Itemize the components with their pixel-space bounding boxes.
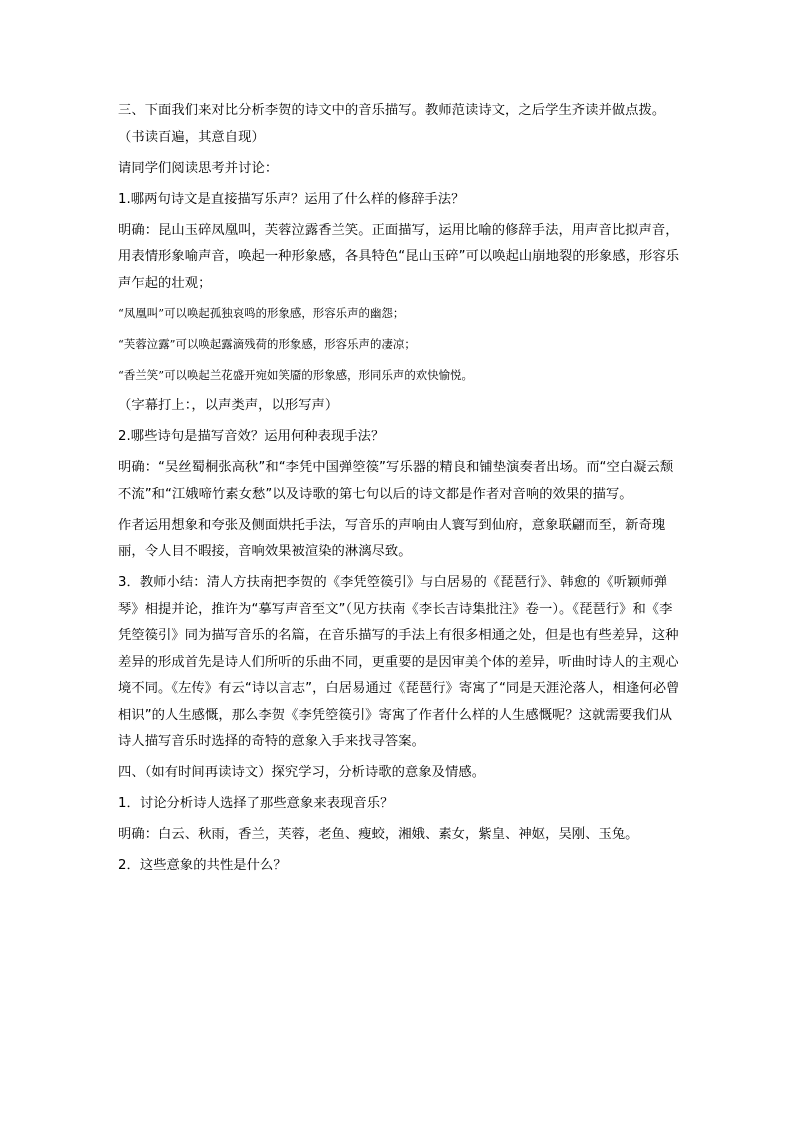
caption-note: （字幕打上：，以声类声，以形写声）: [118, 398, 339, 413]
section-3-intro-paragraph: 三、下面我们来对比分析李贺的诗文中的音乐描写。教师范读诗文，之后学生齐读并做点拨。（书读百遍，其意自现）: [118, 103, 666, 145]
discussion-prompt: 请同学们阅读思考并讨论：: [118, 160, 279, 176]
question-2: 2.哪些诗句是描写音效？运用何种表现手法？: [118, 429, 385, 444]
answer-1: 明确：昆山玉碎凤凰叫，芙蓉泣露香兰笑。正面描写，运用比喻的修辞手法，用声音比拟声音，用表情形象喻声音，唤起一种形象感，各具特色“昆山玉碎”可以唤起山崩地裂的形象感，形容乐声乍起的壮观；: [118, 222, 680, 291]
answer-2: 明确：“吴丝蜀桐张高秋”和“李凭中国弹箜篌”写乐器的精良和铺垫演奏者出场。而“空白凝云颓不流”和“江娥啼竹素女愁”以及诗歌的第七句以后的诗文都是作者对音响的效果的描写。: [118, 460, 674, 502]
section-4-intro-paragraph: 四、（如有时间再读诗文）探究学习，分析诗歌的意象及情感。: [118, 765, 486, 780]
answer-1-phoenix: “凤凰叫”可以唤起孤独哀鸣的形象感，形容乐声的幽怨；: [118, 306, 405, 320]
answer-4-1: 明确：白云、秋雨，香兰，芙蓉，老鱼、瘦蛟，湘娥、素女，紫皇、神妪，吴刚、玉兔。: [118, 827, 639, 842]
answer-1-lotus: “芙蓉泣露”可以唤起露滴残荷的形象感，形容乐声的凄凉；: [118, 337, 416, 351]
document-body: [118, 98, 684, 884]
question-4-2: 2．这些意象的共性是什么？: [118, 858, 287, 873]
question-4-1: 1．讨论分析诗人选择了那些意象来表现音乐？: [118, 796, 394, 811]
teacher-summary: 3．教师小结：清人方扶南把李贺的《李凭箜篌引》与白居易的《琵琶行》、韩愈的《听颖师弹琴》相提并论，推许为“摹写声音至文”（见方扶南《李长吉诗集批注》卷一）。《琵琶行》和《李凭箜篌引》同为描写音乐的名篇，在音乐描写的手法上有很多相通之处，但是也有些差异，这种差异的形成首先是诗人们所听的乐曲不同，更重要的是因审美个体的差异，听曲时诗人的主观心境不同。《左传》有云“诗以言志”，白居易通过《琵琶行》寄寓了“同是天涯沦落人，相逢何必曾相识”的人生感慨，那么李贺《李凭箜篌引》寄寓了作者什么样的人生感慨呢？这就需要我们从诗人描写音乐时选择的奇特的意象入手来找寻答案。: [118, 575, 680, 749]
answer-2-detail: 作者运用想象和夸张及侧面烘托手法，写音乐的声响由人寰写到仙府，意象联翩而至，新奇瑰丽，令人目不暇接，音响效果被渲染的淋漓尽致。: [118, 517, 666, 559]
question-1: 1.哪两句诗文是直接描写乐声？运用了什么样的修辞手法？: [118, 191, 465, 207]
answer-1-orchid: “香兰笑”可以唤起兰花盛开宛如笑靥的形象感，形同乐声的欢快愉悦。: [118, 368, 473, 382]
